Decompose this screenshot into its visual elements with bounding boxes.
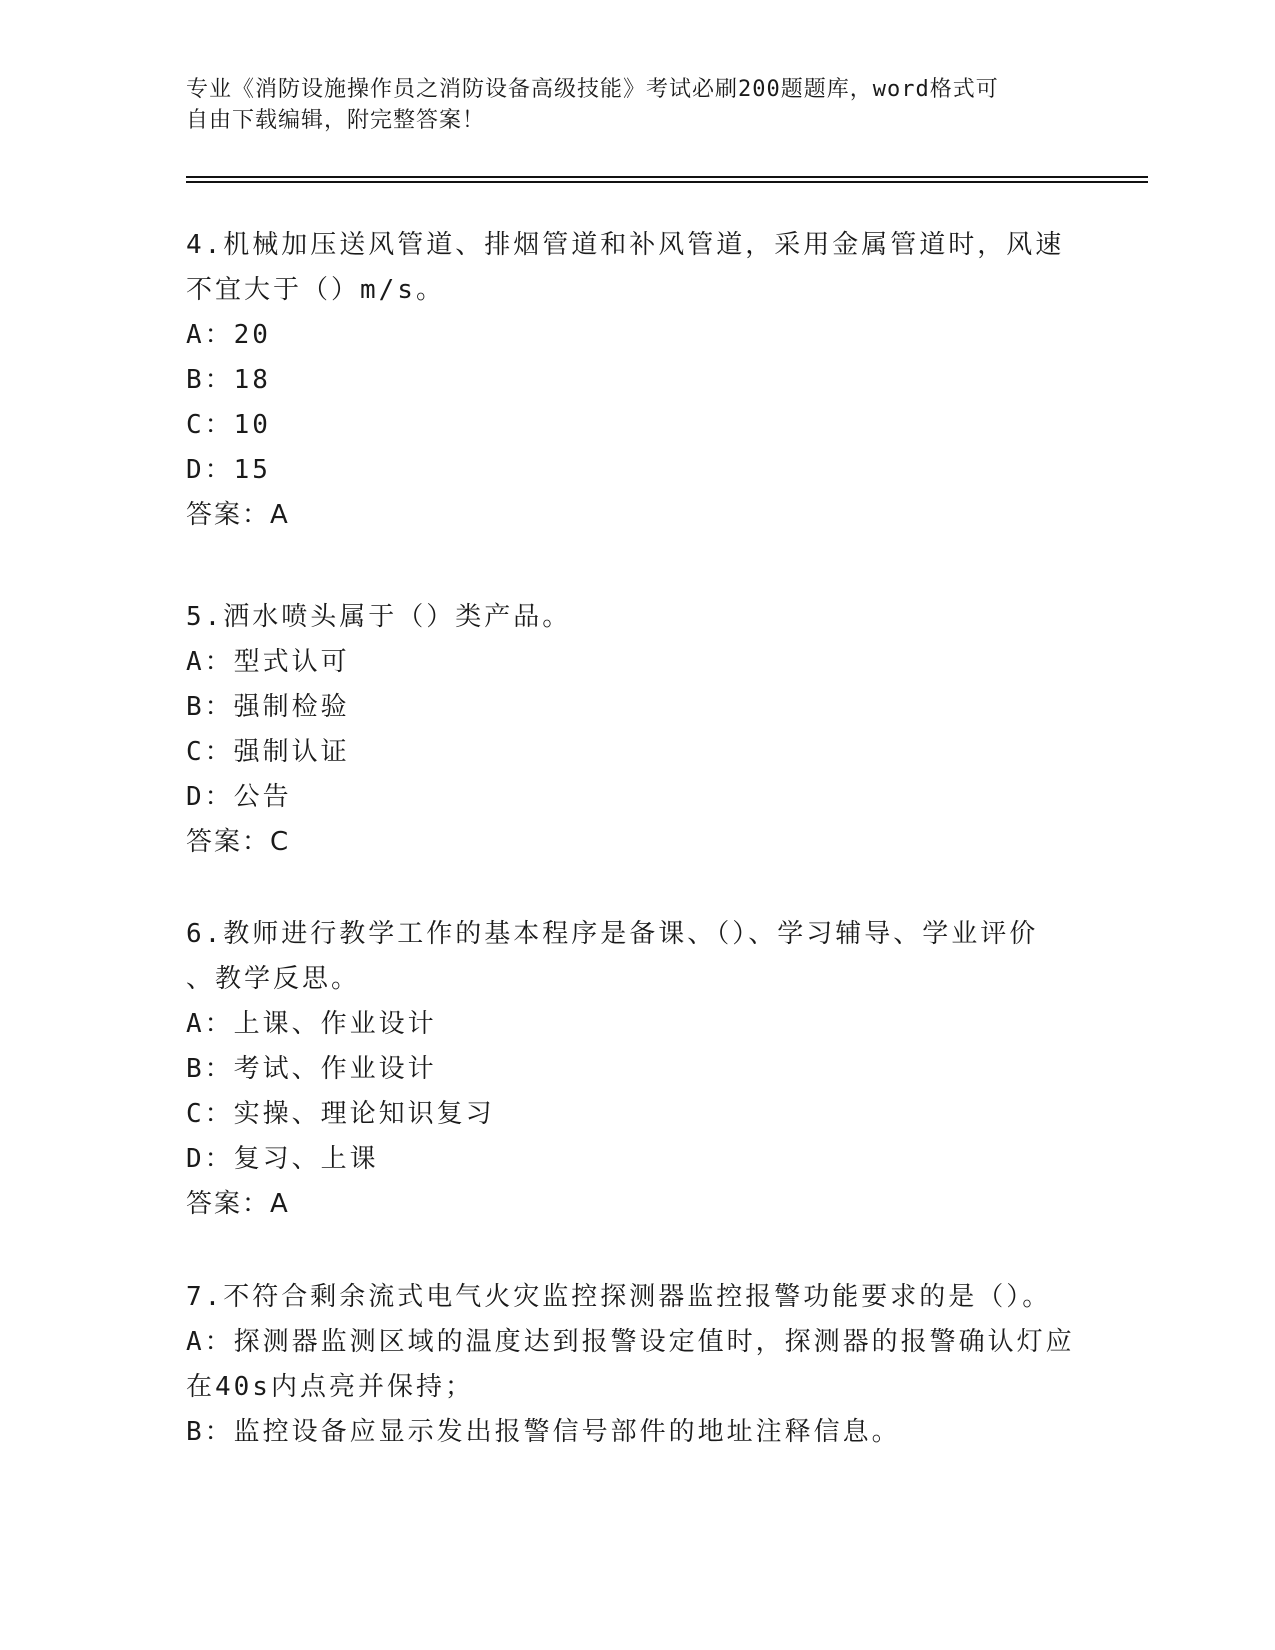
question-7 bbox=[186, 1275, 1075, 1455]
option-b: B：18 bbox=[186, 365, 271, 395]
question-6 bbox=[186, 912, 1066, 1227]
header-line-1: 专业《消防设施操作员之消防设备高级技能》考试必刷200题题库，word格式可 bbox=[186, 77, 999, 102]
option-a: A：20 bbox=[186, 320, 271, 350]
question-stem: 5.洒水喷头属于（）类产品。 bbox=[186, 602, 572, 632]
option-b: B：监控设备应显示发出报警信号部件的地址注释信息。 bbox=[186, 1417, 901, 1447]
document-header bbox=[186, 74, 1086, 136]
option-b: B：考试、作业设计 bbox=[186, 1054, 437, 1084]
option-c: C：10 bbox=[186, 410, 271, 440]
header-line-2: 自由下载编辑，附完整答案！ bbox=[186, 108, 486, 133]
question-5 bbox=[186, 595, 1066, 865]
question-stem-continued: 、教学反思。 bbox=[186, 964, 361, 994]
answer-label: 答案：A bbox=[186, 1189, 290, 1219]
option-c: C：实操、理论知识复习 bbox=[186, 1099, 495, 1129]
answer-label: 答案：C bbox=[186, 827, 291, 857]
option-c: C：强制认证 bbox=[186, 737, 350, 767]
question-stem: 7.不符合剩余流式电气火灾监控探测器监控报警功能要求的是（）。 bbox=[186, 1282, 1052, 1312]
option-a: A：型式认可 bbox=[186, 647, 350, 677]
option-a: A：上课、作业设计 bbox=[186, 1009, 437, 1039]
header-rule-bottom bbox=[186, 181, 1148, 183]
option-d: D：公告 bbox=[186, 782, 292, 812]
option-d: D：复习、上课 bbox=[186, 1144, 379, 1174]
header-rule-top bbox=[186, 176, 1148, 178]
question-stem-continued: 不宜大于（）m/s。 bbox=[186, 275, 445, 305]
answer-label: 答案：A bbox=[186, 500, 290, 530]
question-stem: 6.教师进行教学工作的基本程序是备课、（）、学习辅导、学业评价 bbox=[186, 919, 1039, 949]
option-b: B：强制检验 bbox=[186, 692, 350, 722]
question-4 bbox=[186, 223, 1066, 538]
question-stem: 4.机械加压送风管道、排烟管道和补风管道，采用金属管道时，风速 bbox=[186, 230, 1065, 260]
option-a: A：探测器监测区域的温度达到报警设定值时，探测器的报警确认灯应 bbox=[186, 1327, 1075, 1357]
option-a-continued: 在40s内点亮并保持； bbox=[186, 1372, 474, 1402]
option-d: D：15 bbox=[186, 455, 271, 485]
